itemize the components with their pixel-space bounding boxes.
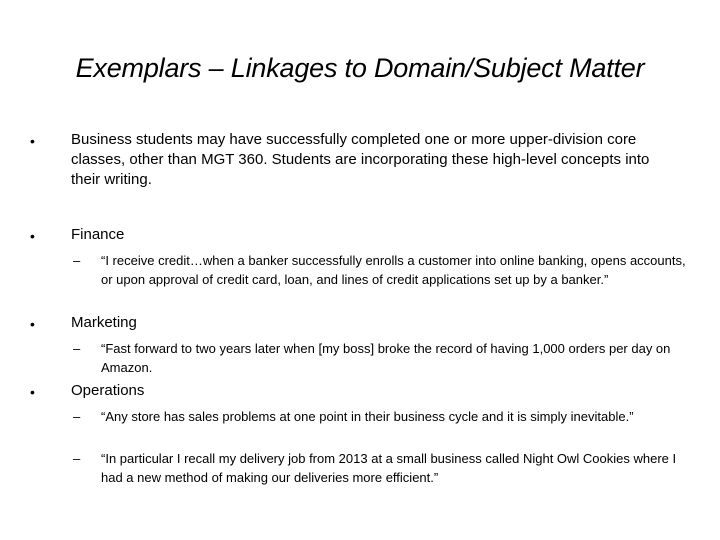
sub-bullet-marker: – [73,451,81,466]
sub-bullet-marker: – [73,409,81,424]
bullet-marker: • [30,228,35,244]
sub-bullet-text: “Any store has sales problems at one point in their business cycle and it is simply inevitable.” [101,409,634,424]
bullet-text: Marketing [71,314,137,331]
sub-bullet-text: “In particular I recall my delivery job from 2013 at a small business called Night Owl Cookies where I had a new method of making our deliveries more efficient.” [101,451,677,485]
bullet-marker: • [30,384,35,400]
sub-bullet-text: “Fast forward to two years later when [my boss] broke the record of having 1,000 orders per day on Amazon. [101,341,671,375]
bullet-text: Operations [71,382,145,399]
bullet-marker: • [30,316,35,332]
sub-bullet-marker: – [73,341,81,356]
sub-bullet-text: “I receive credit…when a banker successfully enrolls a customer into online banking, opens accounts, or upon approval of credit card, loan, and lines of credit applications set up by a banker.” [101,253,686,287]
bullet-text: Finance [71,226,125,243]
bullet-marker: • [30,133,35,149]
slide-title: Exemplars – Linkages to Domain/Subject Matter [75,53,645,83]
sub-bullet-marker: – [73,253,81,268]
bullet-text: Business students may have successfully completed one or more upper-division core classes, other than MGT 360. Students are incorporating these high-level concepts into their writing. [71,131,650,188]
